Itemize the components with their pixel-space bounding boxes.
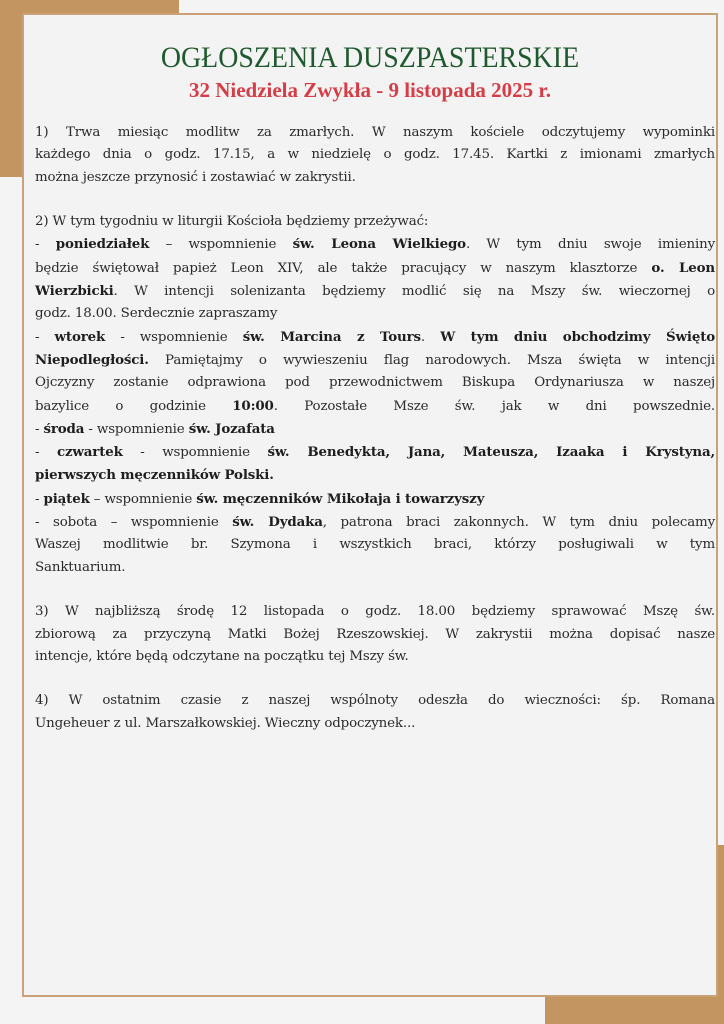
text-segment: Pamiętajmy o wywieszeniu flag narodowych. Msza święta w intencji: [148, 352, 715, 368]
bold-text: W tym dniu obchodzimy Święto: [440, 328, 716, 345]
text-line: [35, 122, 715, 144]
text-segment: - wspomnienie: [122, 445, 268, 461]
bold-text: o. Leon: [651, 259, 715, 276]
text-segment: każdego dnia o godz. 17.15, a w niedzielę o godz. 17.45. Kartki z imionami zmarłych: [35, 147, 715, 163]
text-segment: Ojczyzny zostanie odprawiona pod przewodnictwem Biskupa Ordynariusza w naszej: [35, 375, 715, 391]
bold-text: św. Jozafata: [188, 420, 275, 437]
text-line: [35, 144, 715, 166]
text-segment: -: [35, 491, 44, 507]
text-line: [35, 690, 715, 712]
announcement-paragraph: [35, 211, 715, 579]
text-segment: -: [35, 237, 56, 253]
text-line: [35, 601, 715, 623]
text-line: [35, 441, 715, 464]
paragraph-gap: [35, 579, 715, 601]
text-segment: – wspomnienie: [89, 491, 197, 507]
bold-text: piątek: [43, 490, 90, 507]
text-line: [35, 257, 715, 280]
text-segment: zbiorową za przyczyną Matki Bożej Rzeszowskiej. W zakrystii można dopisać nasze: [35, 626, 715, 642]
text-segment: -: [35, 329, 55, 345]
bold-text: środa: [43, 420, 85, 437]
text-segment: -: [35, 421, 44, 437]
text-line: [35, 233, 715, 256]
bold-text: pierwszych męczenników Polski.: [35, 467, 274, 484]
text-segment: Sanktuarium.: [35, 559, 126, 575]
text-segment: 2) W tym tygodniu w liturgii Kościoła będziemy przeżywać:: [35, 214, 429, 230]
bold-text: św. Benedykta, Jana, Mateusza, Izaaka i Krystyna,: [267, 444, 716, 461]
text-line: [35, 511, 715, 534]
bold-text: czwartek: [56, 444, 123, 461]
text-segment: można jeszcze przynosić i zostawiać w zakrystii.: [35, 169, 356, 185]
bold-text: św. Leona Wielkiego: [292, 236, 466, 253]
announcement-paragraph: [35, 601, 715, 668]
text-line: [35, 372, 715, 394]
text-segment: - wspomnienie: [105, 329, 243, 345]
bold-text: Niepodległości.: [35, 351, 149, 368]
text-segment: 3) W najbliższą środę 12 listopada o godz. 18.00 będziemy sprawować Mszę św.: [35, 604, 715, 620]
text-segment: . Pozostałe Msze św. jak w dni powszednie.: [273, 398, 716, 414]
text-line: [35, 326, 715, 349]
text-line: [35, 464, 715, 487]
text-segment: . W tym dniu swoje imieniny: [465, 237, 715, 253]
text-segment: .: [420, 329, 441, 345]
bold-text: poniedziałek: [55, 236, 150, 253]
text-segment: bazylice o godzinie: [35, 398, 233, 414]
text-segment: – wspomnienie: [149, 237, 293, 253]
text-line: [35, 280, 715, 303]
text-segment: intencje, które będą odczytane na początku tej Mszy św.: [35, 648, 409, 664]
text-line: [35, 624, 715, 646]
text-segment: Ungeheuer z ul. Marszałkowskiej. Wieczny odpoczynek...: [35, 715, 416, 731]
announcement-paragraph: [35, 690, 715, 735]
page-title: OGŁOSZENIA DUSZPASTERSKIE: [160, 41, 580, 74]
bold-text: św. Marcina z Tours: [242, 328, 421, 345]
bold-text: św. Dydaka: [232, 514, 323, 531]
text-segment: Waszej modlitwie br. Szymona i wszystkich braci, którzy posługiwali w tym: [35, 537, 715, 553]
bold-text: 10:00: [232, 397, 274, 414]
text-segment: , patrona braci zakonnych. W tym dniu polecamy: [322, 515, 715, 531]
announcements-body: [35, 122, 715, 735]
paragraph-gap: [35, 189, 715, 211]
text-segment: - wspomnienie: [84, 421, 189, 437]
bold-text: św. męczenników Mikołaja i towarzyszy: [196, 490, 485, 507]
text-line: [35, 488, 715, 511]
text-line: [35, 534, 715, 556]
page-subtitle: 32 Niedziela Zwykła - 9 listopada 2025 r.: [188, 78, 552, 102]
text-line: [35, 557, 715, 579]
text-line: [35, 395, 715, 418]
text-line: [35, 418, 715, 441]
bold-text: Wierzbicki: [35, 283, 114, 300]
announcement-frame: [22, 13, 718, 997]
paragraph-gap: [35, 668, 715, 690]
text-segment: godz. 18.00. Serdecznie zapraszamy: [35, 306, 278, 322]
text-segment: . W intencji solenizanta będziemy modlić się na Mszy św. wieczornej o: [113, 284, 715, 300]
text-line: [35, 167, 715, 189]
text-line: [35, 303, 715, 325]
bold-text: wtorek: [54, 328, 106, 345]
text-segment: będzie świętował papież Leon XIV, ale także pracujący w naszym klasztorze: [35, 260, 652, 276]
text-segment: - sobota – wspomnienie: [35, 515, 233, 531]
text-line: [35, 713, 715, 735]
text-segment: 4) W ostatnim czasie z naszej wspólnoty odeszła do wieczności: śp. Romana: [35, 693, 715, 709]
text-segment: 1) Trwa miesiąc modlitw za zmarłych. W naszym kościele odczytujemy wypominki: [35, 125, 715, 140]
text-line: [35, 646, 715, 668]
text-line: [35, 349, 715, 372]
text-line: [35, 211, 715, 233]
announcement-paragraph: [35, 122, 715, 189]
text-segment: -: [35, 445, 57, 461]
